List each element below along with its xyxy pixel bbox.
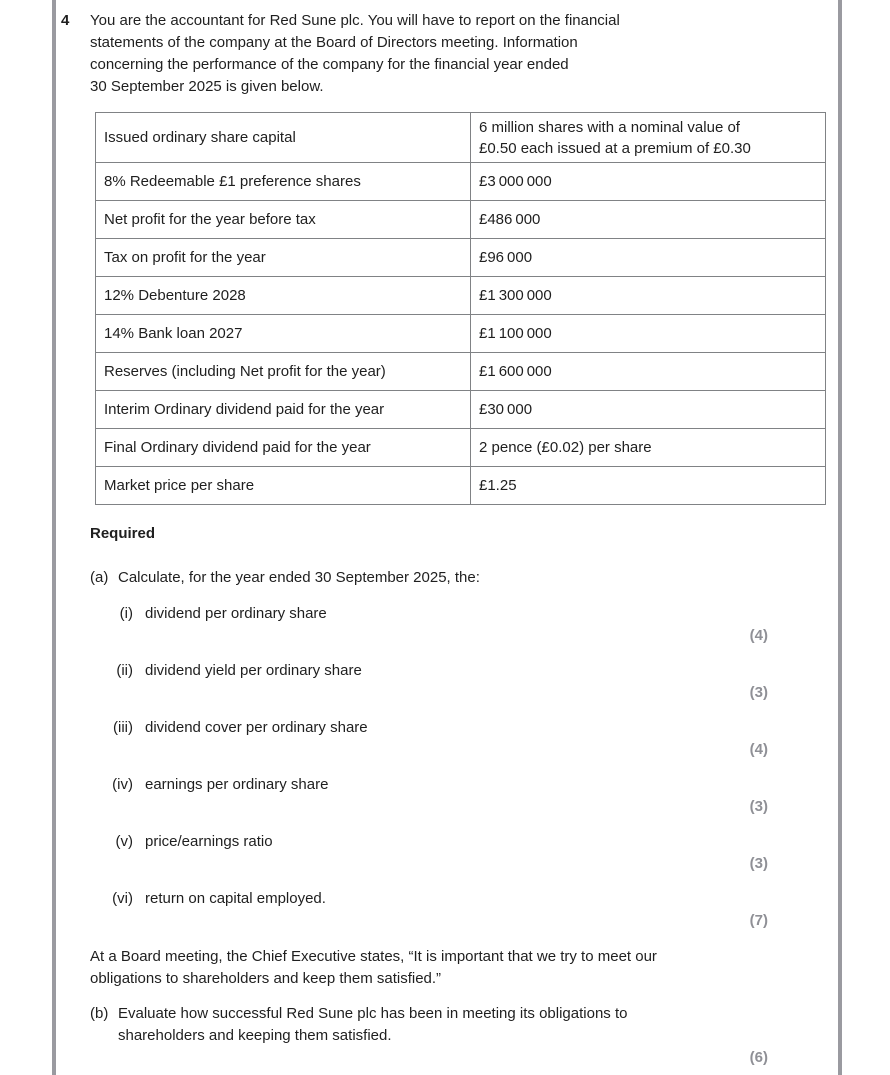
table-cell-label: Issued ordinary share capital (96, 113, 471, 163)
item-text: dividend per ordinary share (145, 605, 327, 622)
table-cell-value: £3 000 000 (471, 163, 826, 201)
table-cell-label: Net profit for the year before tax (96, 201, 471, 239)
table-cell-value-line: £0.50 each issued at a premium of £0.30 (479, 139, 751, 157)
part-b-label: (b) (90, 1005, 109, 1022)
table-row (96, 201, 826, 239)
item-numeral: (v) (115, 833, 133, 850)
right-margin-rule (838, 0, 842, 1075)
question-item-iii (90, 717, 770, 761)
intro-line: You are the accountant for Red Sune plc. You will have to report on the financial (90, 12, 620, 29)
table-cell-value: £1 300 000 (471, 277, 826, 315)
part-a (90, 567, 770, 589)
table-cell-label: 14% Bank loan 2027 (96, 315, 471, 353)
part-a-text: Calculate, for the year ended 30 September 2025, the: (118, 569, 480, 586)
question-item-i (90, 603, 770, 647)
marks-badge: (6) (749, 1049, 768, 1066)
table-row (96, 239, 826, 277)
item-numeral: (ii) (116, 662, 133, 679)
question-item-v (90, 831, 770, 875)
marks-badge: (3) (749, 684, 768, 701)
table-cell-label: 12% Debenture 2028 (96, 277, 471, 315)
table-cell-label: 8% Redeemable £1 preference shares (96, 163, 471, 201)
table-cell-label: Market price per share (96, 467, 471, 505)
table-cell-label: Interim Ordinary dividend paid for the year (96, 391, 471, 429)
table-row (96, 113, 826, 163)
table-cell-value-line: 6 million shares with a nominal value of (479, 118, 740, 136)
table-cell-value: £1 600 000 (471, 353, 826, 391)
table-row (96, 429, 826, 467)
marks-badge: (4) (749, 741, 768, 758)
item-numeral: (i) (119, 605, 133, 622)
intro-line: 30 September 2025 is given below. (90, 78, 324, 95)
part-b (90, 1003, 770, 1047)
table-cell-label: Reserves (including Net profit for the year) (96, 353, 471, 391)
part-b-text-line: shareholders and keeping them satisfied. (118, 1027, 392, 1044)
item-text: dividend cover per ordinary share (145, 719, 368, 736)
question-item-ii (90, 660, 770, 704)
table-cell-value (471, 113, 826, 163)
marks-badge: (3) (749, 855, 768, 872)
table-cell-value: £1.25 (471, 467, 826, 505)
financial-data-table (95, 112, 826, 505)
item-numeral: (iii) (113, 719, 133, 736)
part-a-label: (a) (90, 569, 109, 586)
question-number: 4 (61, 12, 70, 29)
board-statement-line: At a Board meeting, the Chief Executive states, “It is important that we try to meet our (90, 948, 657, 965)
part-b-text-line: Evaluate how successful Red Sune plc has been in meeting its obligations to (118, 1005, 628, 1022)
marks-badge: (3) (749, 798, 768, 815)
table-row (96, 353, 826, 391)
item-numeral: (vi) (112, 890, 133, 907)
marks-badge: (4) (749, 627, 768, 644)
intro-line: statements of the company at the Board of Directors meeting. Information (90, 34, 578, 51)
board-statement-line: obligations to shareholders and keep them satisfied.” (90, 970, 442, 987)
question-intro (90, 10, 770, 98)
table-row (96, 391, 826, 429)
item-text: price/earnings ratio (145, 833, 273, 850)
table-cell-value: £1 100 000 (471, 315, 826, 353)
board-statement (90, 946, 770, 990)
marks-badge: (7) (749, 912, 768, 929)
table-cell-value: £30 000 (471, 391, 826, 429)
table-cell-value: £96 000 (471, 239, 826, 277)
intro-line: concerning the performance of the company for the financial year ended (90, 56, 569, 73)
required-heading: Required (90, 525, 156, 542)
table-row (96, 163, 826, 201)
table-row (96, 277, 826, 315)
table-cell-value: £486 000 (471, 201, 826, 239)
table-row (96, 315, 826, 353)
item-text: dividend yield per ordinary share (145, 662, 362, 679)
table-cell-label: Tax on profit for the year (96, 239, 471, 277)
table-cell-value: 2 pence (£0.02) per share (471, 429, 826, 467)
table-row (96, 467, 826, 505)
question-item-iv (90, 774, 770, 818)
table-cell-label: Final Ordinary dividend paid for the year (96, 429, 471, 467)
left-margin-rule (52, 0, 56, 1075)
question-content (90, 10, 770, 1069)
item-text: earnings per ordinary share (145, 776, 329, 793)
item-numeral: (iv) (112, 776, 133, 793)
item-text: return on capital employed. (145, 890, 326, 907)
question-item-vi (90, 888, 770, 932)
